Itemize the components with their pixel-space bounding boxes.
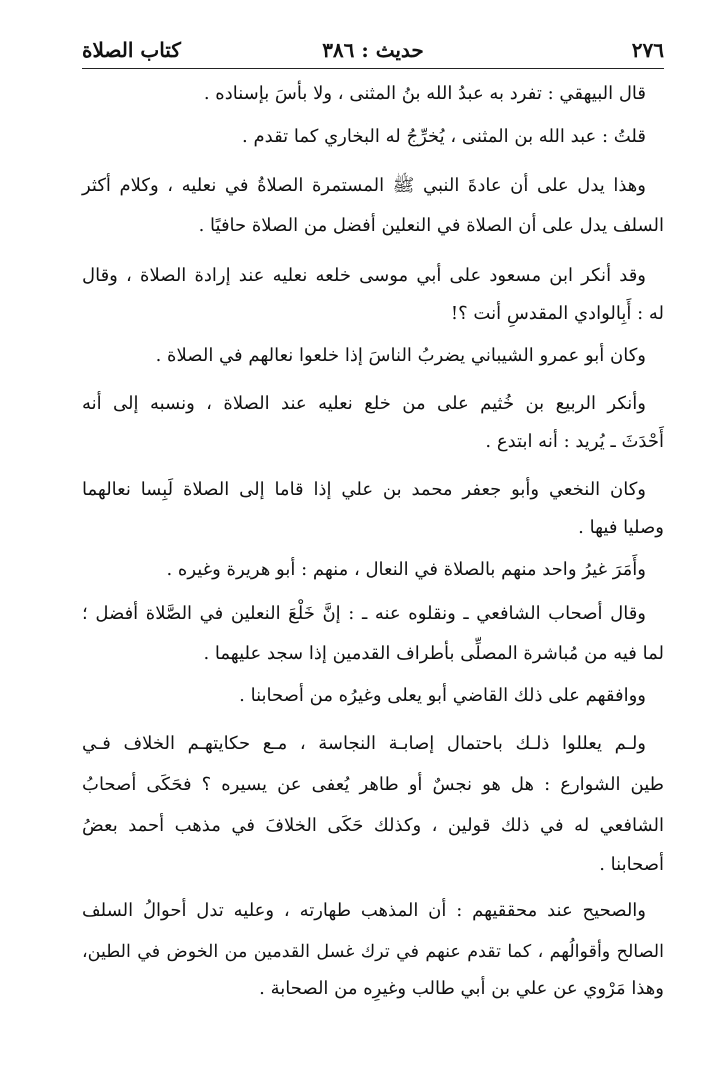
hadith-number: حديث : ٣٨٦ (322, 38, 424, 62)
text-line: وأَمَرَ غيرُ واحد منهم بالصلاة في النعال ، منهم : أبو هريرة وغيره . (166, 559, 646, 580)
text-line: الصالح وأقوالُهم ، كما تقدم عنهم في ترك غسل القدمين من الخوض في الطين، (82, 942, 664, 962)
text-line: وكان النخعي وأبو جعفر محمد بن علي إذا قاما إلى الصلاة لَبِسا نعالهما (82, 479, 646, 500)
text-line: ووافقهم على ذلك القاضي أبو يعلى وغيرُه من أصحابنا . (239, 685, 646, 706)
page-number: ٢٧٦ (631, 38, 664, 62)
text-line: وقال أصحاب الشافعي ـ ونقلوه عنه ـ : إنَّ خَلْعَ النعلين في الصَّلاة أفضل ؛ (82, 603, 646, 624)
text-line: والصحيح عند محققيهم : أن المذهب طهارته ، وعليه تدل أحوالُ السلف (82, 900, 646, 921)
text-line: أَحْدَثَ ـ يُريد : أنه ابتدع . (485, 431, 664, 452)
text-line: لما فيه من مُباشرة المصلِّى بأطراف القدمين إذا سجد عليهما . (203, 643, 664, 664)
text-line: قال البيهقي : تفرد به عبدُ الله بنُ المثنى ، ولا بأسَ بإسناده . (203, 83, 646, 104)
text-line: ولـم يعللوا ذلـك باحتمال إصابـة النجاسة ، مـع حكايتهـم الخلاف فـي (82, 733, 646, 754)
text-line: له : أَبِالوادي المقدسِ أنت ؟! (450, 303, 664, 324)
text-line: وهذا يدل على أن عادةَ النبي ﷺ المستمرة الصلاةُ في نعليه ، وكلام أكثر (82, 175, 646, 196)
text-line: السلف يدل على أن الصلاة في النعلين أفضل من الصلاة حافيًا . (198, 215, 664, 236)
text-line: وأنكر الربيع بن خُثيم على من خلع نعليه عند الصلاة ، ونسبه إلى أنه (82, 393, 646, 414)
text-line: وصليا فيها . (578, 517, 664, 538)
text-line: الشافعي له في ذلك قولين ، وكذلك حَكَى الخلافَ في مذهب أحمد بعضُ (82, 815, 664, 836)
text-line: قلتُ : عبد الله بن المثنى ، يُخرِّجُ له البخاري كما تقدم . (242, 126, 646, 147)
book-title: كتاب الصلاة (82, 38, 181, 62)
text-line: طين الشوارع : هل هو نجسٌ أو طاهر يُعفى عن يسيره ؟ فحَكَى أصحابُ (82, 774, 664, 795)
text-line: وكان أبو عمرو الشيباني يضربُ الناسَ إذا خلعوا نعالهم في الصلاة . (155, 345, 646, 366)
text-line: أصحابنا . (599, 854, 664, 875)
header-rule (82, 68, 664, 69)
running-header (82, 30, 664, 70)
text-line: وهذا مَرْوي عن علي بن أبي طالب وغيرِه من الصحابة . (259, 978, 664, 999)
text-line: وقد أنكر ابن مسعود على أبي موسى خلعه نعليه عند إرادة الصلاة ، وقال (82, 265, 646, 286)
